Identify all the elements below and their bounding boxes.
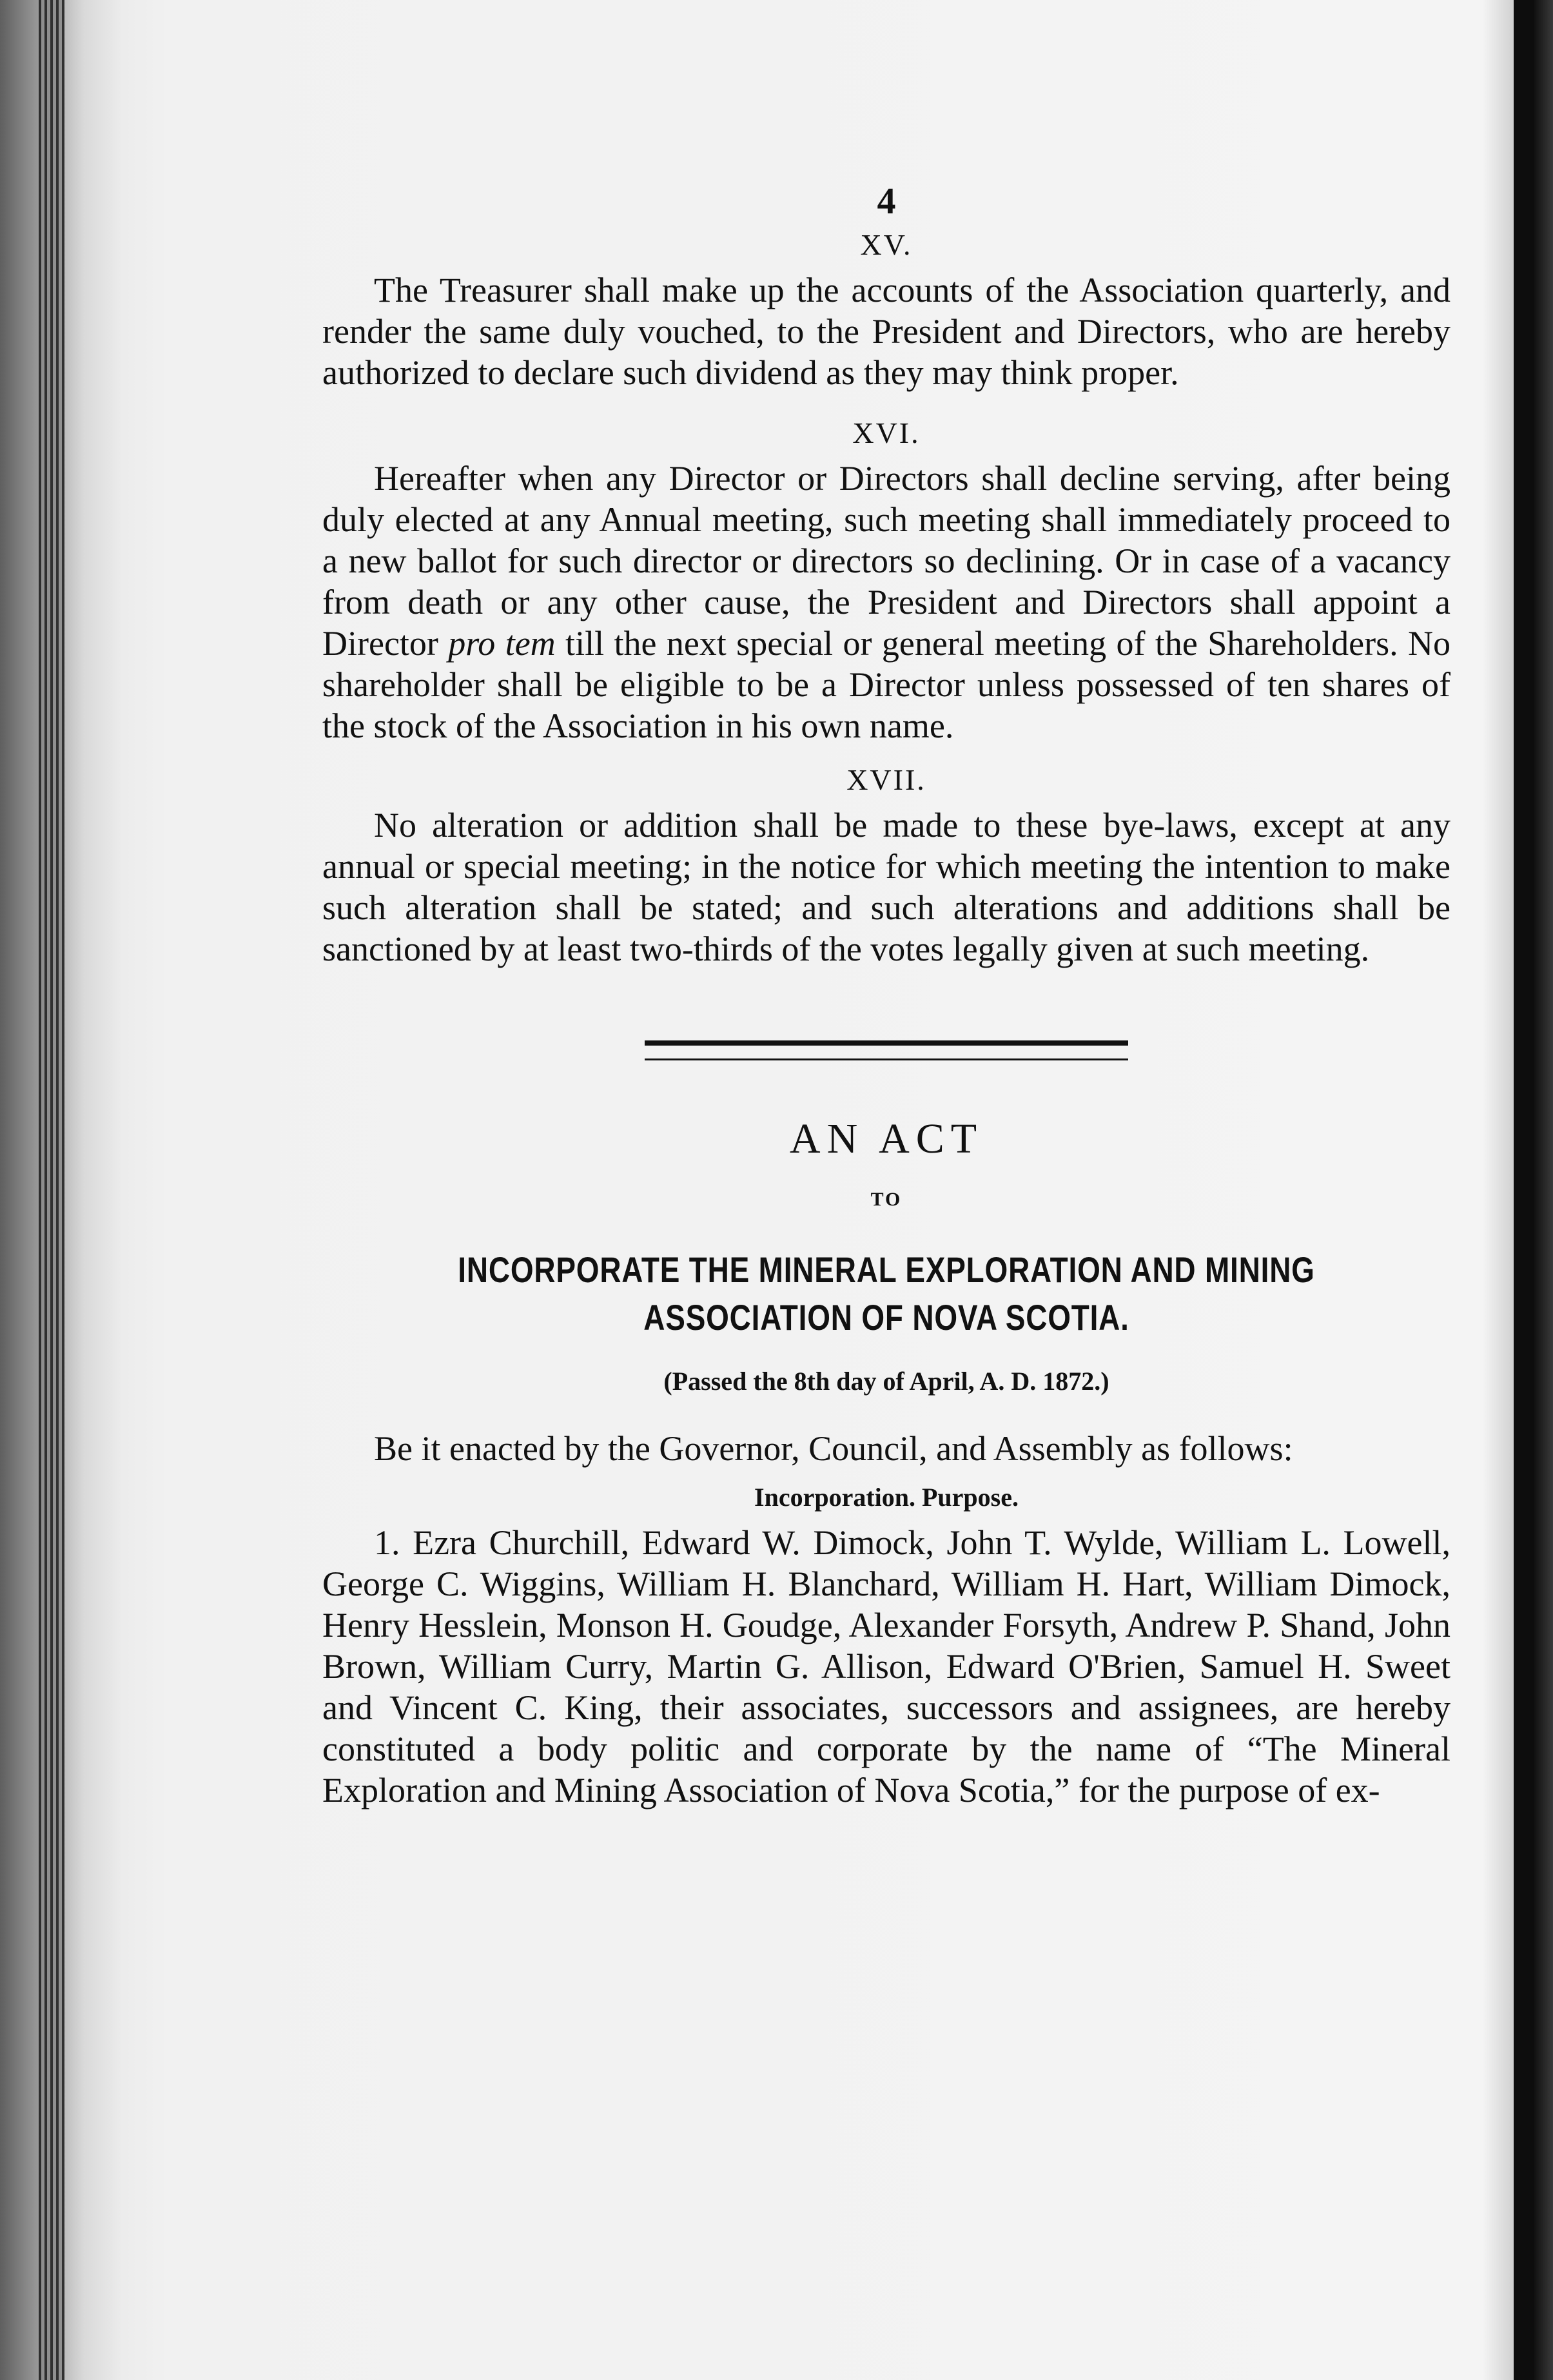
section-xvii-text: No alteration or addition shall be made to these bye-laws, except at any annual or special meeting; in the notice for which meeting the intention to make such alteration shall be stated; and such alterations and additions shall be sanctioned by at least two-thirds of the votes legally given at such meeting.: [322, 806, 1450, 968]
section-xv-text: The Treasurer shall make up the accounts of the Association quarterly, and render the same duly vouched, to the President and Directors, who are hereby authorized to declare such dividend as they may think proper.: [322, 271, 1450, 392]
book-binding-edge: [39, 0, 64, 2380]
document-page: [322, 180, 1450, 1811]
enacting-clause: Be it enacted by the Governor, Council, and Assembly as follows:: [374, 1429, 1293, 1468]
act-headline: INCORPORATE THE MINERAL EXPLORATION AND MINING ASSOCIATION OF NOVA SCOTIA.: [458, 1249, 1315, 1338]
page-fold-shadow: [1514, 0, 1534, 2380]
margin-heading: Incorporation. Purpose.: [754, 1483, 1019, 1512]
act-to: TO: [870, 1189, 903, 1210]
pro-tem-italic: pro tem: [448, 624, 556, 663]
section-numeral-xv: XV.: [860, 228, 913, 261]
act-title: AN ACT: [789, 1115, 984, 1162]
section-xvi-text-part1: Hereafter when any Director or Directors shall decline serving, after being duly elected at any Annual meeting, such meeting shall immediately proceed to a new ballot for such director or directors so declining. Or in case of a vacancy from death or any other cause, the President and Directors shall appoint a Director: [322, 459, 1450, 663]
section-xvi-text: [322, 458, 1450, 746]
clause-1-text: 1. Ezra Churchill, Edward W. Dimock, John T. Wylde, William L. Lowell, George C. Wiggins, William H. Blanchard, William H. Hart, William Dimock, Henry Hesslein, Monson H. Goudge, Alexander Forsyth, Andrew P. Shand, John Brown, William Curry, Martin G. Allison, Edward O'Brien, Samuel H. Sweet and Vincent C. King, their associates, successors and assignees, are hereby constituted a body politic and corporate by the name of “The Mineral Exploration and Mining Association of Nova Scotia,” for the purpose of ex-: [322, 1523, 1450, 1809]
section-xvi-text-part2: till the next special or general meeting of the Shareholders. No shareholder shall be eligible to be a Director unless possessed of ten shares of the stock of the Association in his own name.: [322, 624, 1451, 745]
section-numeral-xvi: XVI.: [852, 416, 921, 449]
page-number: 4: [877, 180, 896, 222]
section-divider-rule: [645, 1040, 1128, 1060]
section-numeral-xvii: XVII.: [846, 763, 926, 796]
act-passed-date: (Passed the 8th day of April, A. D. 1872.): [663, 1367, 1109, 1396]
